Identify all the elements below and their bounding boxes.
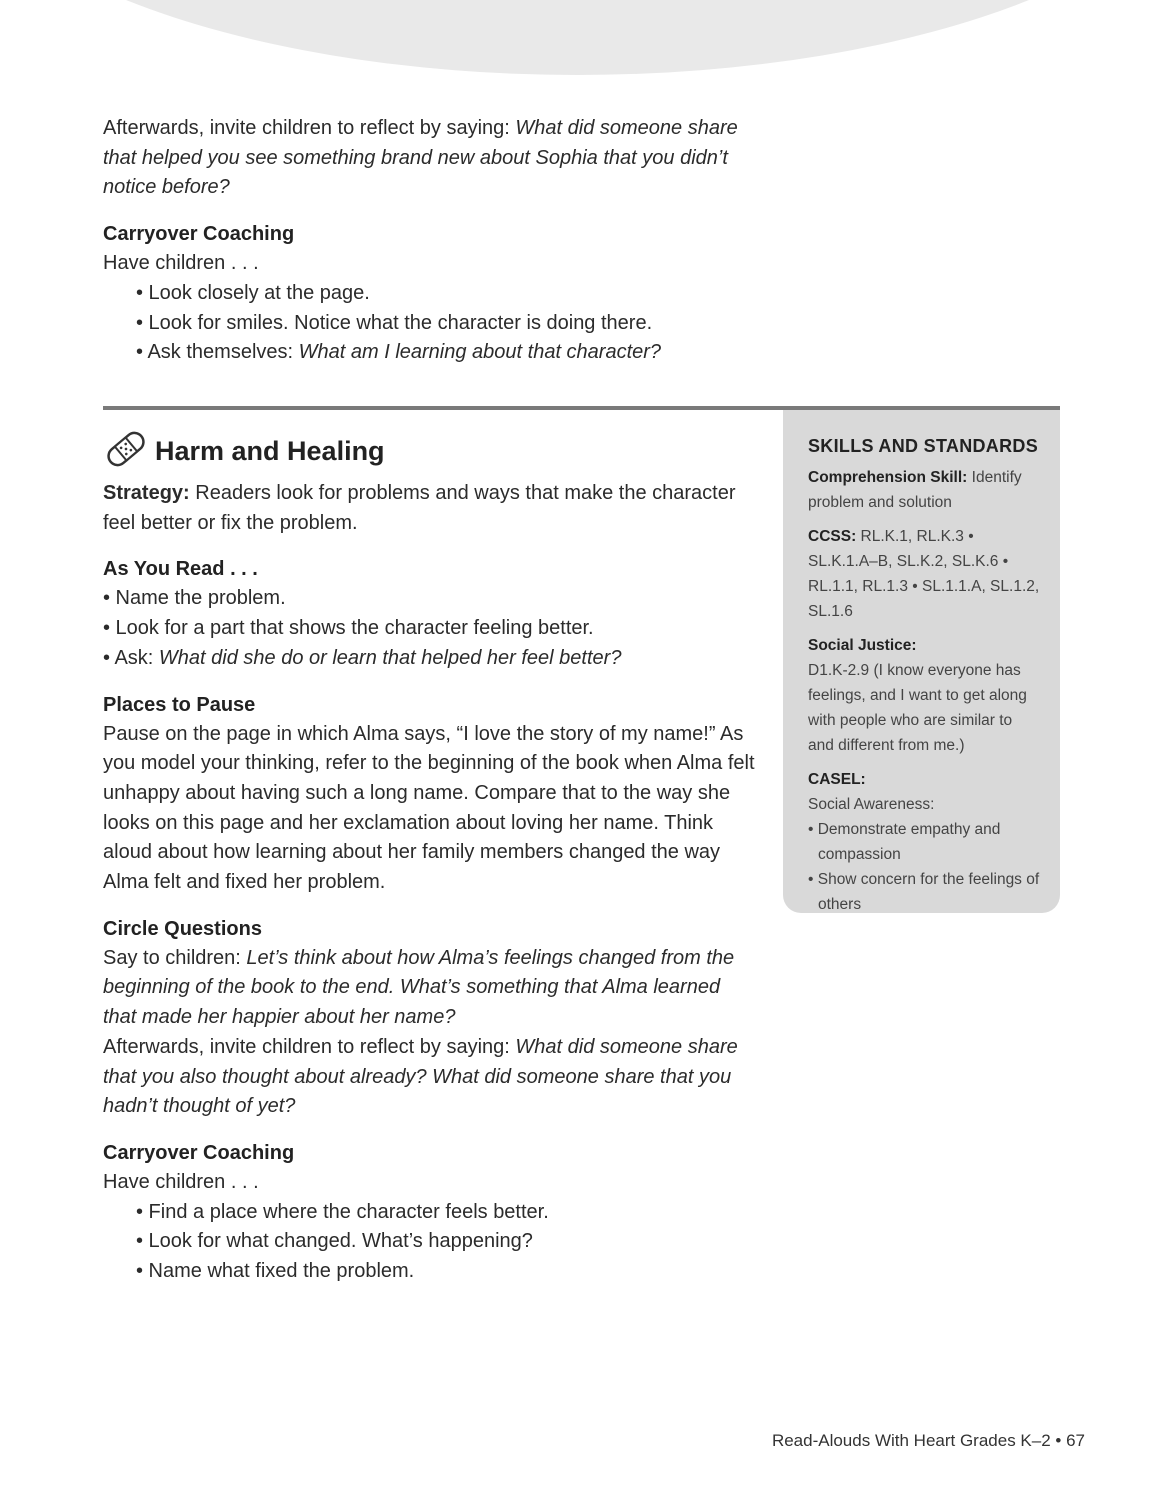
bandage-icon [103,426,149,477]
list-item: • Look for smiles. Notice what the character is doing there. [136,311,653,334]
reflect-paragraph: Afterwards, invite children to reflect by saying: What did someone share that you also thought about already? What did someone share that you hadn’t thought of yet? [103,1035,738,1118]
reflect-intro: Afterwards, invite children to reflect by saying: [103,117,516,139]
social-justice: Social Justice: D1.K-2.9 (I know everyone has feelings, and I want to get along with people who are similar to and different from me.) [808,637,1027,754]
list-item: • Ask: What did she do or learn that helped her feel better? [103,646,622,669]
carryover-heading: Carryover Coaching [103,1141,295,1164]
list-item: • Demonstrate empathy and compassion [808,821,1001,863]
list-item: • Look for what changed. What’s happening? [136,1230,533,1253]
page-footer: Read-Alouds With Heart Grades K–2 • 67 [771,1431,1085,1450]
header-arc [0,0,1155,75]
reflect-paragraph [103,114,763,203]
strategy-text: Readers look for problems and ways that make the character feel better or fix the problem. [103,482,736,534]
reflect-question: What did someone share that helped you see something brand new about Sophia that you didn’t notice before? [103,117,738,199]
list-item: • Look closely at the page. [136,281,370,304]
casel: CASEL: Social Awareness: • Demonstrate empathy and compassion • Show concern for the feelings of others [808,767,1040,917]
list-item: • Name what fixed the problem. [136,1260,415,1283]
section-title [103,426,385,477]
comprehension-skill: Comprehension Skill: Identify problem and solution [808,469,1022,511]
have-children: Have children . . . [103,252,259,275]
list-item: • Look for a part that shows the character feeling better. [103,617,594,640]
top-section [103,114,763,368]
sidebar-heading: SKILLS AND STANDARDS [808,436,1038,456]
ccss-standards: CCSS: RL.K.1, RL.K.3 • SL.K.1.A–B, SL.K.2, SL.K.6 • RL.1.1, RL.1.3 • SL.1.1.A, SL.1.2, SL.1.6 [808,528,1040,620]
list-item: • Find a place where the character feels better. [136,1200,549,1223]
list-item: • Ask themselves: What am I learning about that character? [136,341,662,364]
circle-questions-heading: Circle Questions [103,917,262,940]
circle-paragraph: Say to children: Let’s think about how Alma’s feelings changed from the beginning of the book to the end. What’s something that Alma learned that made her happier about her name? [103,946,735,1029]
list-item: • Show concern for the feelings of others [808,871,1040,913]
pause-paragraph: Pause on the page in which Alma says, “I love the story of my name!” As you model your thinking, refer to the beginning of the book when Alma felt unhappy about having such a long name. Compare that to the way she looks on this page and her exclamation about loving her name. Think aloud about how learning about her family members changed the way Alma felt and fixed her problem. [103,722,755,894]
section-title-text: Harm and Healing [155,436,385,466]
strategy-label: Strategy: [103,482,190,504]
skills-sidebar [783,410,1060,913]
places-to-pause-heading: Places to Pause [103,693,256,716]
list-item: • Name the problem. [103,587,286,610]
as-you-read-heading: As You Read . . . [103,558,258,581]
strategy-paragraph [103,479,758,538]
have-children: Have children . . . [103,1170,259,1193]
harm-section [103,479,758,1287]
carryover-heading: Carryover Coaching [103,223,295,246]
